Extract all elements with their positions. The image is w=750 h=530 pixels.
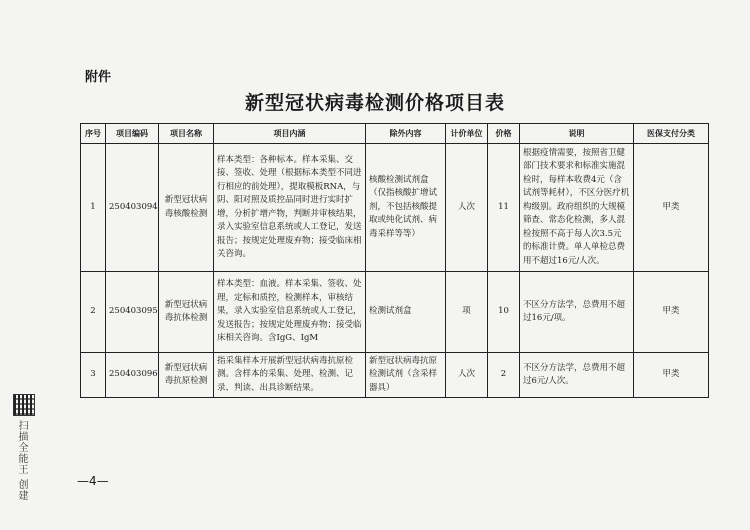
document-title: 新型冠状病毒检测价格项目表 bbox=[244, 92, 505, 114]
price: 11 bbox=[488, 144, 520, 272]
table-header-row bbox=[81, 124, 709, 144]
item-name: 新型冠状病毒抗原检测 bbox=[159, 353, 214, 398]
table-row bbox=[81, 353, 709, 398]
table-row bbox=[81, 144, 709, 272]
excluded-content: 检测试剂盒 bbox=[366, 272, 446, 353]
column-header: 除外内容 bbox=[366, 124, 446, 144]
insurance-category: 甲类 bbox=[634, 353, 709, 398]
pricing-unit: 人次 bbox=[446, 144, 488, 272]
column-header: 价格 bbox=[488, 124, 520, 144]
price: 2 bbox=[488, 353, 520, 398]
excluded-content: 核酸检测试剂盒（仅指核酸扩增试剂，不包括核酸提取或纯化试剂、病毒采样等等） bbox=[366, 144, 446, 272]
note: 根据疫情需要，按照省卫健部门技术要求和标准实施混检时，每样本收费4元（含试剂等耗材），不区分医疗机构级别。政府组织的大规模筛查、常态化检测，多人混检按照不高于每人次3.5元的标准计费。单人单检总费用不超过16元/人次。 bbox=[520, 144, 634, 272]
qr-code-icon bbox=[13, 394, 35, 416]
item-content: 样本类型：血液。样本采集、签收、处理，定标和质控，检测样本，审核结果，录入实验室信息系统或人工登记，发送报告；按规定处理废弃物；接受临床相关咨询。含IgG、IgM bbox=[214, 272, 366, 353]
row-number: 2 bbox=[81, 272, 106, 353]
item-name: 新型冠状病毒抗体检测 bbox=[159, 272, 214, 353]
item-name: 新型冠状病毒核酸检测 bbox=[159, 144, 214, 272]
column-header: 序号 bbox=[81, 124, 106, 144]
price: 10 bbox=[488, 272, 520, 353]
pricing-unit: 项 bbox=[446, 272, 488, 353]
column-header: 计价单位 bbox=[446, 124, 488, 144]
item-code: 250403094 bbox=[106, 144, 159, 272]
scanner-watermark: 扫描全能王 创建 bbox=[16, 420, 27, 502]
item-content: 样本类型：各种标本。样本采集、交接、签收、处理（根据标本类型不同进行相应的前处理），提取模板RNA，与阴、阳对照及质控品同时进行实时扩增，分析扩增产物，判断并审核结果，录入实验室信息系统或人工登记，发送报告；按规定处理废弃物；接受临床相关咨询。 bbox=[214, 144, 366, 272]
table-row bbox=[81, 272, 709, 353]
row-number: 3 bbox=[81, 353, 106, 398]
column-header: 项目编码 bbox=[106, 124, 159, 144]
item-code: 250403095 bbox=[106, 272, 159, 353]
column-header: 说明 bbox=[520, 124, 634, 144]
column-header: 项目内涵 bbox=[214, 124, 366, 144]
column-header: 项目名称 bbox=[159, 124, 214, 144]
price-table bbox=[80, 123, 709, 398]
row-number: 1 bbox=[81, 144, 106, 272]
column-header: 医保支付分类 bbox=[634, 124, 709, 144]
insurance-category: 甲类 bbox=[634, 272, 709, 353]
note: 不区分方法学，总费用不超过6元/人次。 bbox=[520, 353, 634, 398]
item-code: 250403096 bbox=[106, 353, 159, 398]
item-content: 指采集样本开展新型冠状病毒抗原检测。含样本的采集、处理、检测、记录、判读、出具诊断结果。 bbox=[214, 353, 366, 398]
excluded-content: 新型冠状病毒抗原检测试剂（含采样器具） bbox=[366, 353, 446, 398]
note: 不区分方法学，总费用不超过16元/项。 bbox=[520, 272, 634, 353]
insurance-category: 甲类 bbox=[634, 144, 709, 272]
attachment-label: 附件 bbox=[85, 70, 112, 85]
page-number: —4— bbox=[77, 474, 109, 488]
pricing-unit: 人次 bbox=[446, 353, 488, 398]
